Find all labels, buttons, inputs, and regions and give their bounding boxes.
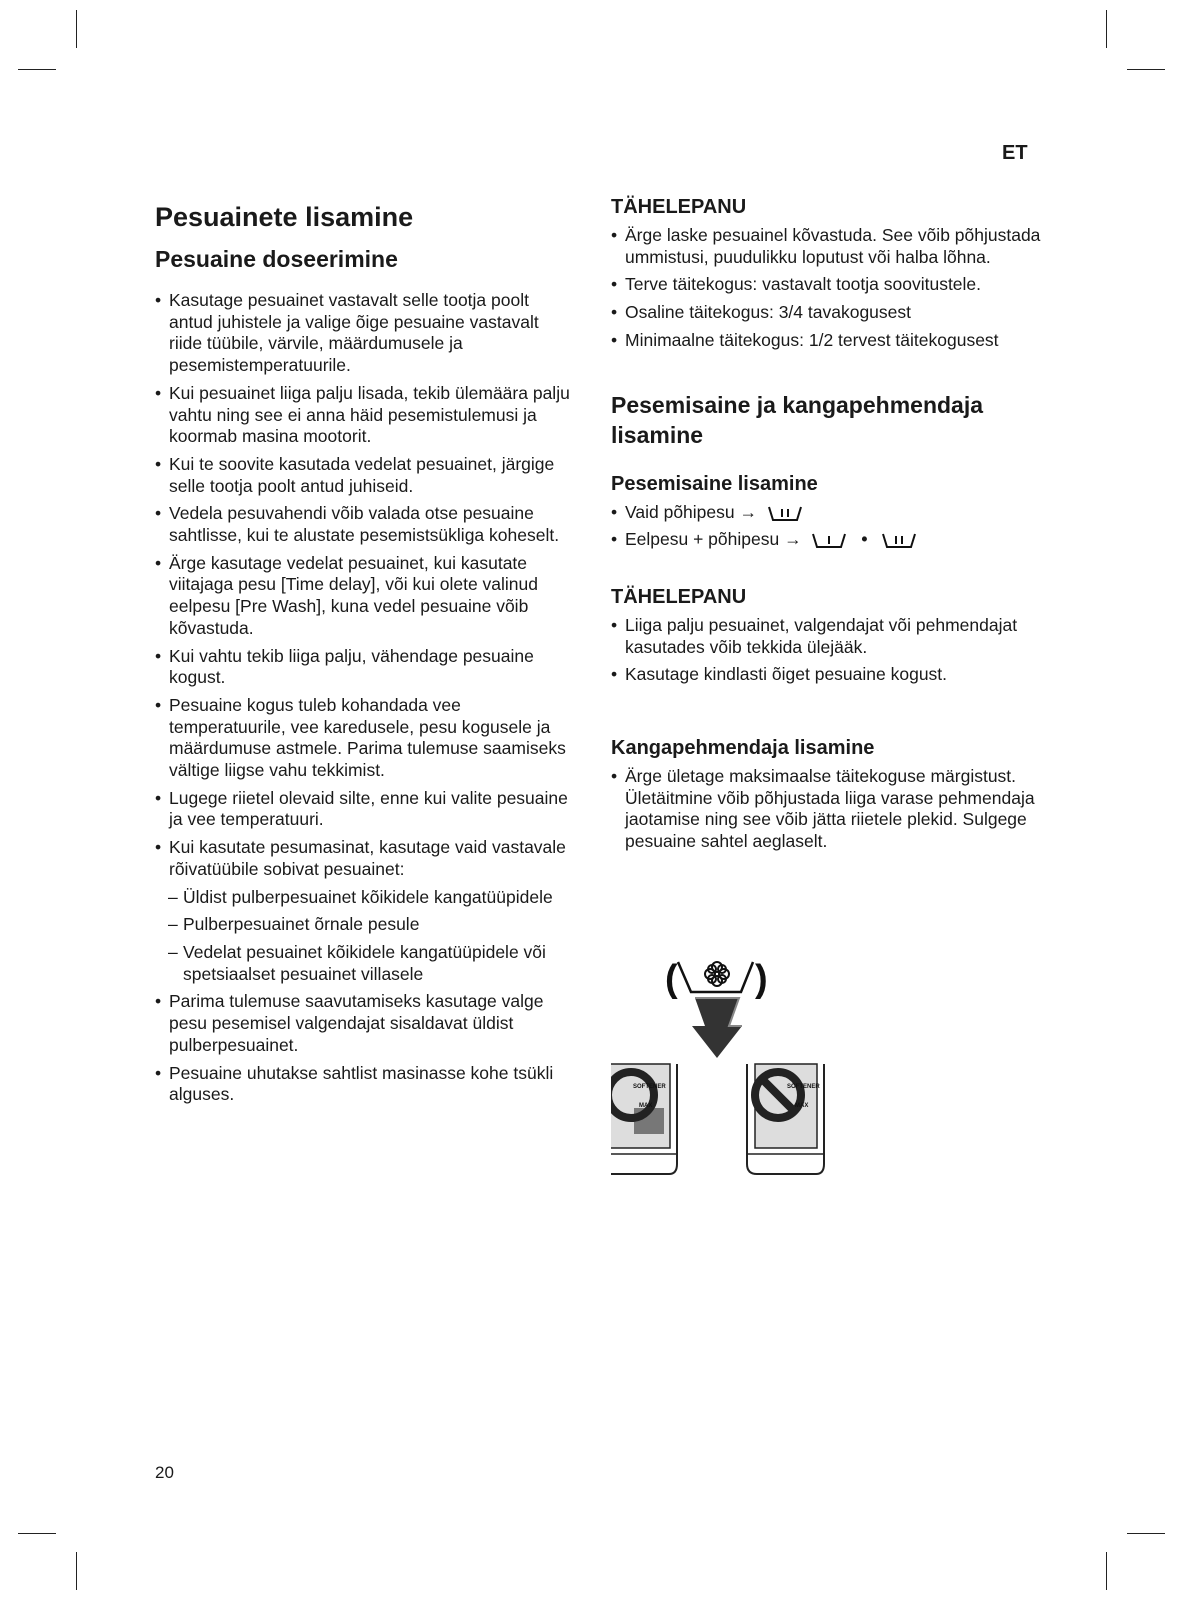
crop-mark	[18, 1533, 56, 1534]
softener-illustration	[611, 958, 851, 1198]
softener-title: Kangapehmendaja lisamine	[611, 737, 875, 760]
drawer-prohibited	[747, 1064, 824, 1174]
list-item: • Ärge ületage maksimaalse täitekoguse märgistust. Ületäitmine võib põhjustada liiga varase pehmendaja jaotamise ning see võib jätta riietele plekid. Sulgege pesuaine sahtel aeglaselt.	[611, 766, 1041, 853]
caution-list	[611, 225, 1041, 352]
main-wash-text: Vaid põhipesu →	[625, 501, 757, 522]
softener-list	[611, 766, 1041, 853]
list-item: • Osaline täitekogus: 3/4 tavakogusest	[611, 302, 1041, 324]
arrow-down-icon	[692, 998, 742, 1058]
crop-mark	[1106, 10, 1107, 48]
max-label: MAX	[639, 1103, 653, 1109]
list-item: • Kasutage pesuainet vastavalt selle tootja poolt antud juhistele ja valige õige pesuaine vastavalt riide tüübile, värvile, määrdumusele ja pesemistemperatuurile.	[155, 290, 575, 377]
list-item	[611, 502, 1041, 524]
caution-title: TÄHELEPANU	[611, 585, 747, 608]
list-item: • Ärge laske pesuainel kõvastuda. See võib põhjustada ummistusi, puudulikku loputust või halba lõhna.	[611, 225, 1041, 268]
page-title: Pesuainete lisamine	[155, 202, 414, 232]
separator-dot: •	[861, 529, 868, 550]
main-wash-compartment-icon	[766, 503, 804, 523]
crop-mark	[1127, 1533, 1165, 1534]
bracket-right: )	[755, 958, 768, 1000]
list-item: • Kasutage kindlasti õiget pesuaine kogust.	[611, 664, 1041, 686]
bracket-left: (	[665, 958, 678, 1000]
prewash-compartment-icon	[810, 530, 848, 550]
list-item: • Terve täitekogus: vastavalt tootja soovitustele.	[611, 274, 1041, 296]
crop-mark	[76, 1552, 77, 1590]
detergent-title: Pesemisaine lisamine	[611, 472, 818, 495]
list-item: • Kui vahtu tekib liiga palju, vähendage pesuaine kogust.	[155, 646, 575, 689]
main-wash-compartment-icon	[880, 530, 918, 550]
language-code: ET	[1002, 142, 1028, 164]
list-item: • Ärge kasutage vedelat pesuainet, kui kasutate viitajaga pesu [Time delay], või kui olete valinud eelpesu [Pre Wash], kuna vedel pesuaine võib kõvastuda.	[155, 553, 575, 640]
list-item	[611, 529, 1041, 551]
right-column	[611, 195, 1041, 859]
list-item: • Pesuaine uhutakse sahtlist masinasse kohe tsükli alguses.	[155, 1063, 575, 1106]
section-subtitle: Pesuaine doseerimine	[155, 246, 398, 272]
crop-mark	[1106, 1552, 1107, 1590]
crop-mark	[1127, 69, 1165, 70]
softener-label: SOFTENER	[633, 1084, 666, 1090]
caution-title: TÄHELEPANU	[611, 196, 747, 218]
crop-mark	[76, 10, 77, 48]
list-item: • Vedela pesuvahendi võib valada otse pesuaine sahtlisse, kui te alustate pesemistsükliga koheselt.	[155, 503, 575, 546]
section-title: Pesemisaine ja kangapehmendaja lisamine	[611, 391, 984, 448]
crop-mark	[18, 69, 56, 70]
max-label: MAX	[795, 1103, 809, 1109]
list-item: • Minimaalne täitekogus: 1/2 tervest täitekogusest	[611, 330, 1041, 352]
softener-label: SOFTENER	[787, 1084, 820, 1090]
prewash-text: Eelpesu + põhipesu →	[625, 529, 802, 550]
drawer-diagram	[611, 958, 851, 1198]
sub-list-item: – Üldist pulberpesuainet kõikidele kangatüüpidele	[155, 887, 575, 909]
list-item: • Pesuaine kogus tuleb kohandada vee temperatuurile, vee karedusele, pesu kogusele ja määrdumuse astmele. Parima tulemuse saamiseks vältige liigse vahu tekkimist.	[155, 695, 575, 782]
caution-list	[611, 615, 1041, 686]
detergent-list	[611, 502, 1041, 551]
list-item: • Kui kasutate pesumasinat, kasutage vaid vastavale rõivatüübile sobivat pesuainet:	[155, 837, 575, 880]
list-item: • Kui te soovite kasutada vedelat pesuainet, järgige selle tootja poolt antud juhiseid.	[155, 454, 575, 497]
dosing-list	[155, 290, 575, 1106]
list-item: • Parima tulemuse saavutamiseks kasutage valge pesu pesemisel valgendajat sisaldavat üldist pulberpesuainet.	[155, 991, 575, 1056]
page-number: 20	[155, 1463, 174, 1482]
list-item: • Kui pesuainet liiga palju lisada, tekib ülemäära palju vahtu ning see ei anna häid pesemistulemusi ja koormab masina mootorit.	[155, 383, 575, 448]
flower-icon	[705, 962, 729, 986]
drawer-correct	[611, 1064, 677, 1174]
sub-list-item: – Vedelat pesuainet kõikidele kangatüüpidele või spetsiaalset pesuainet villasele	[155, 942, 575, 985]
left-column	[155, 195, 575, 1112]
list-item: • Lugege riietel olevaid silte, enne kui valite pesuaine ja vee temperatuuri.	[155, 788, 575, 831]
sub-list-item: – Pulberpesuainet õrnale pesule	[155, 914, 575, 936]
list-item: • Liiga palju pesuainet, valgendajat või pehmendajat kasutades võib tekkida ülejääk.	[611, 615, 1041, 658]
